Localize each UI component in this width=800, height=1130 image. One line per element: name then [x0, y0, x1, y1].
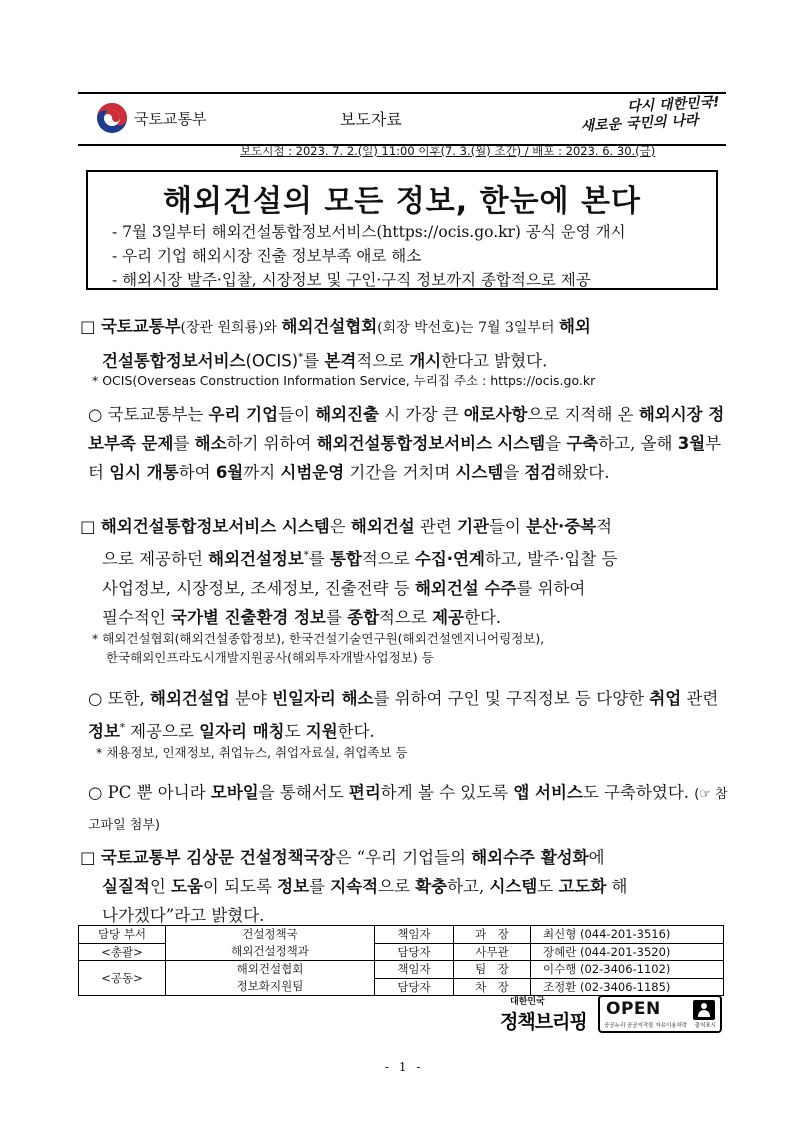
text-bold: 임시 개통 [109, 463, 179, 482]
square-bullet: □ [80, 848, 96, 867]
text: 다양한 [596, 689, 650, 708]
subtitle-3: - 해외시장 발주·입찰, 시장정보 및 구인·구직 정보까지 종합적으로 제공 [112, 271, 591, 289]
text: 필수적인 [102, 607, 172, 627]
table-row [79, 926, 724, 944]
text: 을 [503, 463, 525, 482]
embargo-line: 보도시점 : 2023. 7. 2.(일) 11:00 이후(7. 3.(월) 조간) / 배포 : 2023. 6. 30.(금) [240, 144, 656, 158]
text: (장관 원희룡)와 [180, 320, 282, 336]
circle-bullet: ○ [88, 689, 103, 708]
phone-cell: 장혜란 (044-201-3520) [531, 943, 724, 961]
footnote-agencies-2: 한국해외인프라도시개발지원공사(해외투자개발사업정보) 등 [106, 650, 434, 665]
phone-cell: 조정환 (02-3406-1185) [531, 978, 724, 996]
text: 에 [588, 848, 605, 867]
ministry-name: 국토교통부 [134, 110, 207, 128]
paragraph-2 [80, 512, 730, 632]
dept-line1: 건설정책국 [242, 927, 298, 941]
text: 은 [329, 517, 351, 536]
page-number: - 1 - [385, 1060, 424, 1074]
footnote-ocis: * OCIS(Overseas Construction Information Service, 누리집 주소 : https://ocis.go.kr [92, 373, 596, 388]
dept-line2: 정보화지원팀 [236, 979, 304, 993]
text: 국토교통부는 [107, 405, 209, 424]
text: 기간을 거치며 [349, 463, 456, 482]
text-bold: 일자리 매칭 [199, 721, 285, 741]
table-cell: 차 장 [454, 978, 531, 996]
dept-line1: 해외건설협회 [236, 962, 304, 976]
text: 으로 지적해 온 [527, 405, 634, 424]
text: 를 [303, 351, 325, 371]
table-cell [166, 926, 375, 961]
text-bold: 종합 [347, 607, 380, 627]
text-bold: 정보 [277, 877, 310, 896]
text: 를 [308, 549, 330, 569]
footnote-jobs: * 채용정보, 인재정보, 취업뉴스, 취업자료실, 취업족보 등 [96, 745, 408, 760]
text: 를 [309, 877, 331, 896]
text: 를 위하여 [516, 578, 586, 598]
text: (OCIS) [245, 351, 299, 371]
text-bold: 확충 [415, 877, 448, 896]
taegeuk-logo-icon [95, 101, 129, 135]
table-cell: 담당자 [375, 943, 454, 961]
subtitle-2: - 우리 기업 해외시장 진출 정보부족 애로 해소 [112, 247, 422, 265]
text: 관련 [414, 517, 458, 536]
bullet-2 [88, 684, 730, 746]
text-bold: 구축 [566, 434, 599, 453]
text: 이 되도록 [202, 877, 278, 896]
text: (회장 박선호)는 7월 3일부터 [377, 320, 559, 336]
text-bold: 해외진출 [315, 405, 379, 424]
text: 은 “우리 기업들의 [335, 848, 472, 867]
text: 해왔다. [556, 463, 610, 482]
table-cell: 과 장 [454, 926, 531, 944]
text: 를 [325, 607, 348, 627]
text-bold: 해외수주 활성화 [471, 848, 589, 867]
text-bold: 실질적 [102, 877, 150, 896]
text: 관련 [681, 689, 719, 708]
table-cell [166, 961, 375, 996]
text: 하기 위하여 [226, 434, 317, 453]
text: 으로 제공하던 [102, 549, 209, 569]
table-cell: 책임자 [375, 961, 454, 979]
open-sub: 공공누리 공공저작물 자유이용허락 [604, 1023, 688, 1029]
text: 또한, [107, 689, 151, 708]
text-bold: 정보 [88, 721, 120, 741]
slogan-line1: 다시 대한민국! [626, 94, 720, 116]
text-bold: 편리 [348, 783, 381, 802]
text-bold: 해외건설정보 [208, 549, 304, 569]
brief-big: 정책브리핑 [500, 1011, 587, 1033]
text: 하고, 올해 [598, 434, 678, 453]
text: 를 [173, 434, 195, 453]
text: 들이 [488, 517, 527, 536]
paragraph-3 [80, 843, 730, 930]
footnote-mark: * [298, 352, 304, 363]
circle-bullet: ○ [88, 783, 103, 802]
text: 을 통해서도 [258, 783, 349, 802]
text: 구축하였다. [604, 783, 695, 802]
text-bold: 모바일 [210, 783, 259, 802]
policy-briefing-logo [500, 994, 587, 1034]
text: 적으로 [379, 607, 433, 627]
square-bullet: □ [80, 317, 96, 336]
text-bold: 6월 [215, 463, 244, 482]
text-bold: 국토교통부 [100, 317, 181, 336]
text: 적 [596, 517, 613, 536]
text-bold: 애로사항 [463, 405, 528, 424]
open-badge: 출처표시 [694, 1023, 716, 1029]
text: 으로 [378, 877, 416, 896]
table-cell: 담당자 [375, 978, 454, 996]
text-bold: 해외건설협회 [281, 317, 378, 336]
text: 부터 [88, 434, 722, 482]
text-bold: 해외 [558, 317, 591, 336]
text-bold: 해외시장 정보부족 문제 [88, 405, 725, 453]
text: 해 [606, 877, 628, 896]
table-cell: 담당 부서 [79, 926, 166, 944]
text: 인 [149, 877, 172, 896]
text-bold: 점검 [524, 463, 557, 482]
text-bold: 개시 [409, 351, 442, 371]
text: 적으로 [356, 351, 410, 371]
doc-type: 보도자료 [340, 110, 402, 129]
text-bold: 본격 [324, 351, 357, 371]
text-bold: 지속적 [330, 877, 379, 896]
text-bold: 해외건설통합정보서비스 시스템 [100, 517, 330, 536]
footnote-mark: * [119, 722, 125, 733]
text: 를 위하여 구인 및 구직정보 등 [373, 689, 591, 708]
text: 한다. [337, 721, 375, 741]
text-bold: 통합 [329, 549, 362, 569]
text-bold: 기관 [457, 517, 489, 536]
text: 한다. [464, 607, 502, 627]
square-bullet: □ [80, 517, 96, 536]
text-bold: 3월 [677, 434, 706, 453]
text: 도 [582, 783, 599, 802]
text-bold: 해외건설업 [150, 689, 230, 708]
text: 나가겠다”라고 밝혔다. [102, 906, 265, 925]
text-bold: 분산·중복 [526, 517, 597, 536]
table-cell: 팀 장 [454, 961, 531, 979]
text: 사업정보, 시장정보, 조세정보, 진출전략 등 [102, 578, 415, 598]
text-bold: 수집·연계 [414, 549, 485, 569]
text-bold: 도움 [171, 877, 203, 896]
text: 도 [537, 877, 559, 896]
table-cell: 사무관 [454, 943, 531, 961]
brief-small: 대한민국 [510, 997, 545, 1007]
attachment-note: (☞ 참고파일 첨부) [88, 787, 728, 833]
text-bold: 우리 기업 [208, 405, 279, 424]
subtitle-1: - 7월 3일부터 해외건설통합정보서비스(https://ocis.go.kr) 공식 운영 개시 [112, 223, 626, 241]
text-bold: 시범운영 [280, 463, 345, 482]
text: 적으로 [361, 549, 415, 569]
open-text: OPEN [606, 999, 661, 1019]
footnote-agencies-1: * 해외건설협회(해외건설종합정보), 한국건설기술연구원(해외건설엔지니어링정보), [92, 631, 545, 646]
text: 도 [284, 721, 306, 741]
text-bold: 취업 [649, 689, 682, 708]
text: 하여 [178, 463, 216, 482]
text-bold: 국토교통부 김상문 건설정책국장 [100, 848, 336, 867]
text: 하게 볼 수 있도록 [380, 783, 514, 802]
open-license-logo [598, 995, 722, 1033]
person-icon [693, 1000, 715, 1020]
paragraph-1 [80, 312, 730, 376]
text-bold: 해외건설 [350, 517, 415, 536]
table-row [79, 961, 724, 979]
text-bold: 빈일자리 해소 [272, 689, 374, 708]
text-bold: 건설통합정보서비스 [102, 351, 246, 371]
text-bold: 시스템 [489, 877, 538, 896]
text-bold: 국가별 진출환경 정보 [171, 607, 326, 627]
bullet-3 [88, 778, 730, 840]
text-bold: 해외건설 수주 [414, 578, 517, 598]
text: PC 뿐 아니라 [107, 783, 211, 802]
text: 들이 [278, 405, 316, 424]
phone-cell: 최신형 (044-201-3516) [531, 926, 724, 944]
text: 제공으로 [124, 721, 200, 741]
text: 한다고 밝혔다. [441, 351, 548, 371]
text-bold: 고도화 [558, 877, 607, 896]
text: 을 [545, 434, 567, 453]
text-bold: 제공 [432, 607, 464, 627]
text: 하고, 발주·입찰 등 [484, 549, 618, 569]
text: 시 가장 큰 [378, 405, 464, 424]
bullet-1 [88, 400, 730, 487]
page-title: 해외건설의 모든 정보, 한눈에 본다 [163, 184, 641, 219]
contact-table [78, 925, 724, 996]
text-bold: 해외건설통합정보서비스 [316, 434, 493, 453]
phone-cell: 이수행 (02-3406-1102) [531, 961, 724, 979]
text-bold: 해소 [194, 434, 227, 453]
text: 분야 [229, 689, 273, 708]
text-bold: 지원 [305, 721, 338, 741]
table-cell: <공동> [79, 961, 166, 996]
text-bold: 시스템 [497, 434, 546, 453]
table-cell: <총괄> [79, 943, 166, 961]
text: 하고, [447, 877, 490, 896]
dept-line2: 해외건설정책과 [231, 944, 309, 958]
table-cell: 책임자 [375, 926, 454, 944]
text: 까지 [243, 463, 281, 482]
text-bold: 시스템 [455, 463, 504, 482]
text-bold: 앱 서비스 [513, 783, 583, 802]
footnote-mark: * [303, 550, 309, 561]
circle-bullet: ○ [88, 405, 103, 424]
slogan-line2: 새로운 국민의 나라 [580, 112, 699, 135]
